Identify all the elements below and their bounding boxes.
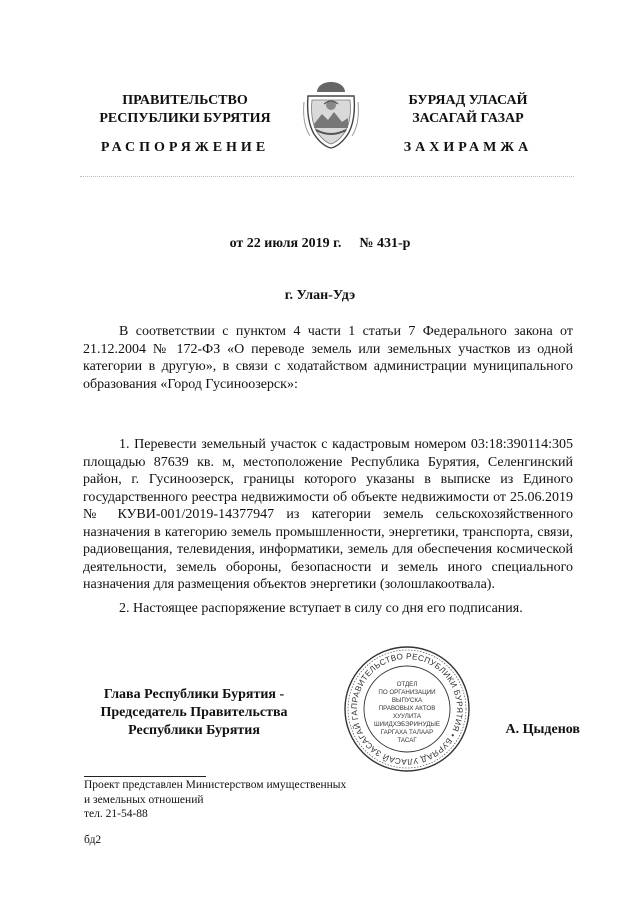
doc-type-buryat: ЗАХИРАМЖА	[403, 140, 533, 155]
stamp-ring-text: ПРАВИТЕЛЬСТВО РЕСПУБЛИКИ БУРЯТИЯ • БУРЯАД УЛАСАЙ ЗАСАГАЙ ГА	[349, 651, 465, 767]
footer-phone: тел. 21-54-88	[84, 808, 148, 820]
footer-divider	[84, 776, 206, 777]
stamp-line-8: ТАСАГ	[397, 737, 417, 744]
clause-1-paragraph: 1. Перевести земельный участок с кадастровым номером 03:18:390114:305 площадью 87639 кв. м, местоположение Республика Бурятия, Селенгинский район, г. Гусиноозерск, границы которого указаны в выписке из Единого государственного реестра недвижимости об объекте недвижимости от 25.06.2019 № КУВИ-001/2019-14377947 из категории земель сельскохозяйственного назначения в категорию земель промышленности, энергетики, транспорта, связи, радиовещания, телевидения, информатики, земель для обеспечения космической деятельности, земель обороны, безопасности и земель иного специального назначения для размещения объектов энергетики (золошлакоотвала).	[83, 437, 573, 592]
clause-2-paragraph: 2. Настоящее распоряжение вступает в силу со дня его подписания.	[119, 601, 523, 616]
doc-type-russian: РАСПОРЯЖЕНИЕ	[100, 140, 270, 155]
org-name-bur-line2: ЗАСАГАЙ ГАЗАР	[412, 111, 524, 126]
stamp-line-3: ВЫПУСКА	[391, 697, 423, 704]
stamp-line-2: ПО ОРГАНИЗАЦИИ	[378, 689, 436, 696]
footer-line-2: и земельных отношений	[84, 793, 204, 806]
org-name-bur-line1: БУРЯАД УЛАСАЙ	[408, 93, 528, 108]
coat-of-arms-icon	[300, 80, 362, 150]
org-name-ru-line1: ПРАВИТЕЛЬСТВО	[122, 93, 248, 108]
date-number-line	[0, 236, 640, 252]
footer-note	[84, 778, 444, 822]
signatory-name: А. Цыденов	[505, 722, 580, 737]
stamp-line-7: ГАРГАХА ТАЛААР	[380, 729, 434, 736]
stamp-line-4: ПРАВОВЫХ АКТОВ	[378, 705, 436, 712]
signatory-title-line2: Председатель Правительства	[100, 705, 288, 720]
header-divider	[80, 176, 574, 177]
document-code: бд2	[84, 834, 102, 846]
stamp-line-5: ХУУЛИТА	[393, 713, 421, 720]
preamble-paragraph: В соответствии с пунктом 4 части 1 статьи 7 Федерального закона от 21.12.2004 № 172-ФЗ «О переводе земель или земельных участков из одной категории в другую», в связи с ходатайством администрации муниципального образования «Город Гусиноозерск»:	[83, 324, 573, 392]
signatory-title	[80, 686, 308, 740]
signatory-title-line1: Глава Республики Бурятия -	[103, 687, 285, 702]
document-date: от 22 июля 2019 г.	[229, 236, 342, 251]
signatory-title-line3: Республики Бурятия	[128, 723, 260, 738]
stamp-line-1: ОТДЕЛ	[396, 681, 418, 688]
org-name-russian	[80, 92, 290, 128]
org-name-buryat	[368, 92, 568, 128]
document-number: № 431-р	[359, 236, 411, 251]
footer-line-1: Проект представлен Министерством имущественных	[84, 779, 347, 791]
official-stamp-icon	[342, 644, 472, 774]
document-city: г. Улан-Удэ	[284, 288, 356, 303]
stamp-line-6: ШИИДХЭБЭРИНУДЫЕ	[373, 721, 441, 728]
org-name-ru-line2: РЕСПУБЛИКИ БУРЯТИЯ	[99, 111, 271, 126]
